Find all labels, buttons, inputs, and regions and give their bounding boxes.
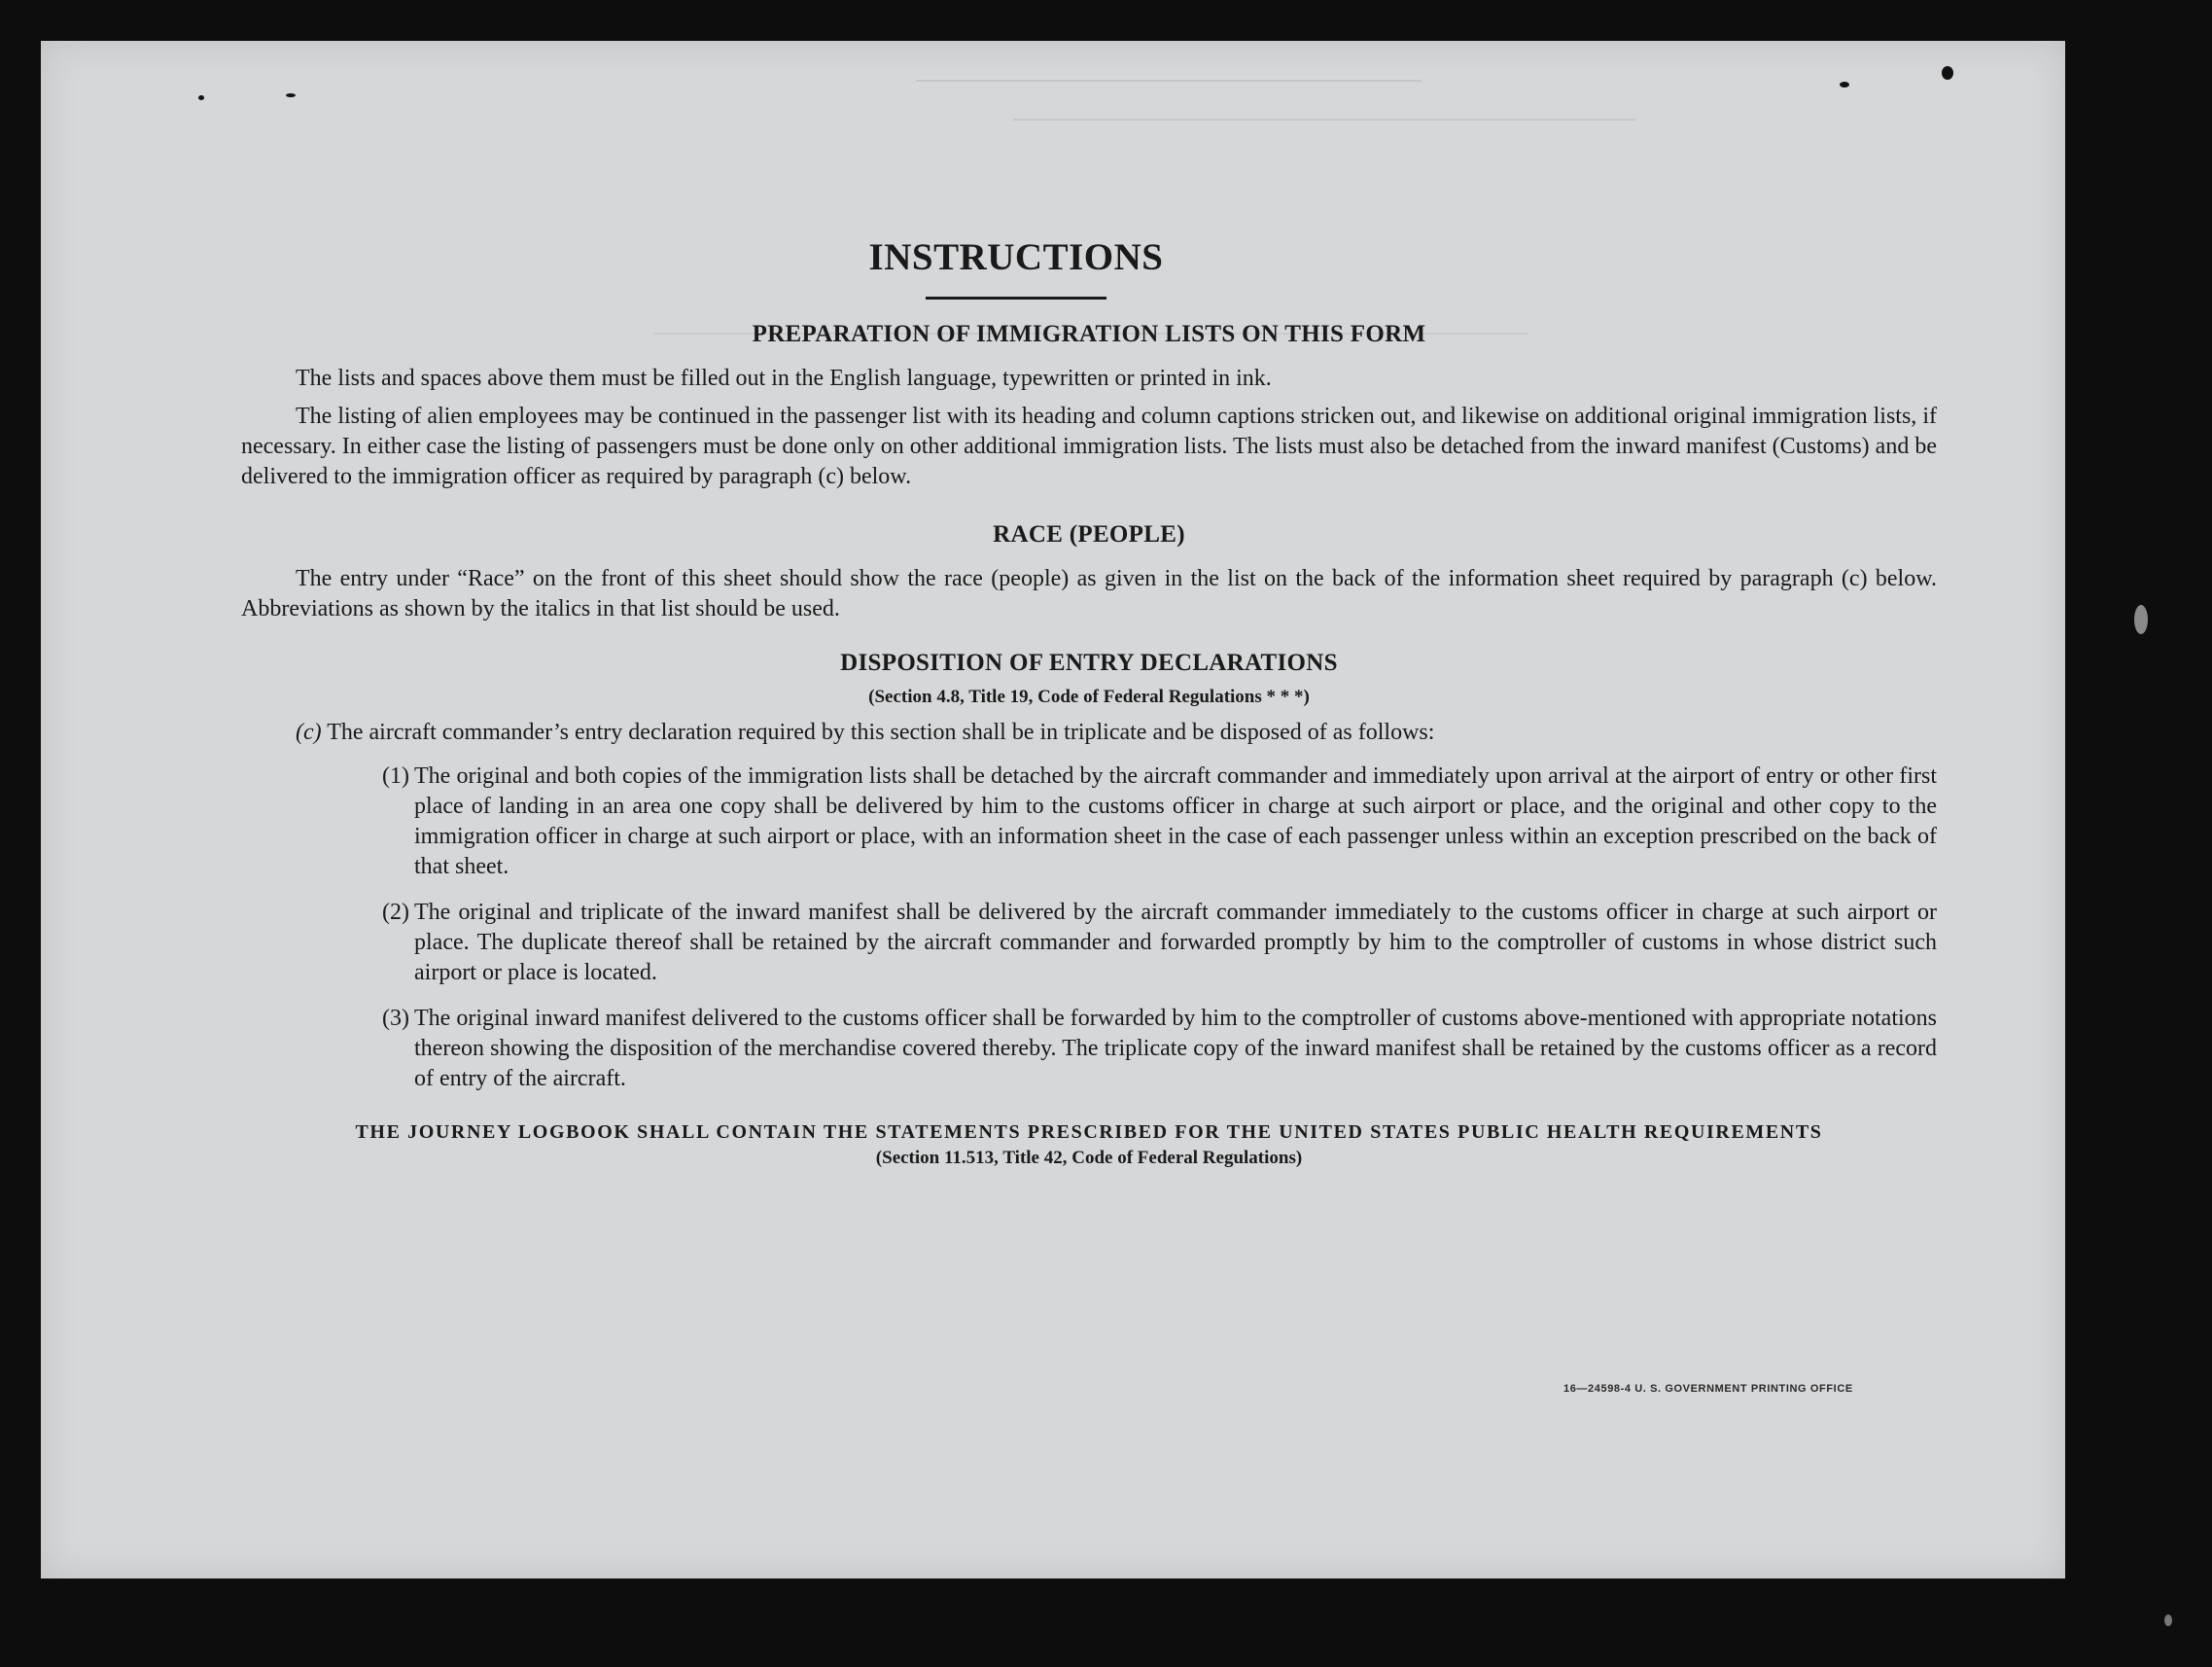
section-heading-disposition: DISPOSITION OF ENTRY DECLARATIONS	[840, 650, 1338, 676]
scan-speck	[286, 93, 296, 97]
regulation-citation: (Section 4.8, Title 19, Code of Federal Regulations * * *)	[868, 687, 1310, 707]
list-item	[241, 762, 1937, 882]
page-title: INSTRUCTIONS	[868, 236, 1164, 278]
footer-health-requirements: THE JOURNEY LOGBOOK SHALL CONTAIN THE STATEMENTS PRESCRIBED FOR THE UNITED STATES PUBLIC HEALTH REQUIREMENTS	[355, 1121, 1823, 1143]
instructions-content	[241, 235, 1937, 1169]
paragraph-race-entry: The entry under “Race” on the front of this sheet should show the race (people) as given in the list on the back of the information sheet required by paragraph (c) below. Abbreviations as shown by the italics in that list should be used.	[241, 566, 1937, 621]
scan-artifact	[2134, 605, 2148, 634]
footer-citation: (Section 11.513, Title 42, Code of Federal Regulations)	[875, 1148, 1303, 1168]
title-divider	[926, 297, 1106, 300]
paragraph-lists-english: The lists and spaces above them must be filled out in the English language, typewritten or printed in ink.	[296, 366, 1272, 391]
document-page	[41, 41, 2065, 1578]
list-item-text: The original and triplicate of the inward manifest shall be delivered by the aircraft commander immediately to the customs officer in charge at such airport or place. The duplicate thereof shall be retained by the aircraft commander and forwarded promptly by him to the comptroller of customs in whose district such airport or place is located.	[414, 900, 1937, 985]
paragraph-c-label: (c)	[296, 720, 322, 745]
scan-speck	[198, 95, 204, 100]
printer-imprint: 16—24598-4 U. S. GOVERNMENT PRINTING OFFICE	[1563, 1383, 1853, 1395]
list-item-text: The original inward manifest delivered to the customs officer shall be forwarded by him to the comptroller of customs above-mentioned with appropriate notations thereon showing the disposition of the merchandise covered thereby. The triplicate copy of the inward manifest shall be retained by the customs officer as a record of entry of the aircraft.	[414, 1006, 1937, 1091]
section-heading-preparation: PREPARATION OF IMMIGRATION LISTS ON THIS FORM	[752, 321, 1426, 347]
list-item-number: (2)	[382, 900, 409, 925]
list-item	[241, 898, 1937, 988]
list-item-number: (1)	[382, 763, 409, 789]
bleed-through-decoration	[916, 80, 1422, 82]
bleed-through-decoration	[1013, 119, 1635, 121]
paragraph-c-text: The aircraft commander’s entry declaration required by this section shall be in triplicate and be disposed of as follows:	[327, 720, 1435, 745]
paragraph-c-intro	[241, 718, 1937, 748]
paragraph-alien-employees: The listing of alien employees may be continued in the passenger list with its heading and column captions stricken out, and likewise on additional original immigration lists, if necessary. In either case the listing of passengers must be done only on other additional immigration lists. The lists must also be detached from the inward manifest (Customs) and be delivered to the immigration officer as required by paragraph (c) below.	[241, 404, 1937, 489]
list-item-number: (3)	[382, 1006, 409, 1031]
list-item	[241, 1004, 1937, 1094]
list-item-text: The original and both copies of the immigration lists shall be detached by the aircraft commander and immediately upon arrival at the airport of entry or other first place of landing in an area one copy shall be delivered by him to the customs officer in charge at such airport or place, and the original and other copy to the immigration officer in charge at such airport or place, with an information sheet in the case of each passenger unless within an exception prescribed on the back of that sheet.	[414, 763, 1937, 879]
scan-speck	[1840, 82, 1849, 88]
scan-speck	[1942, 66, 1953, 80]
scan-artifact	[2164, 1614, 2172, 1626]
section-heading-race: RACE (PEOPLE)	[993, 521, 1185, 548]
